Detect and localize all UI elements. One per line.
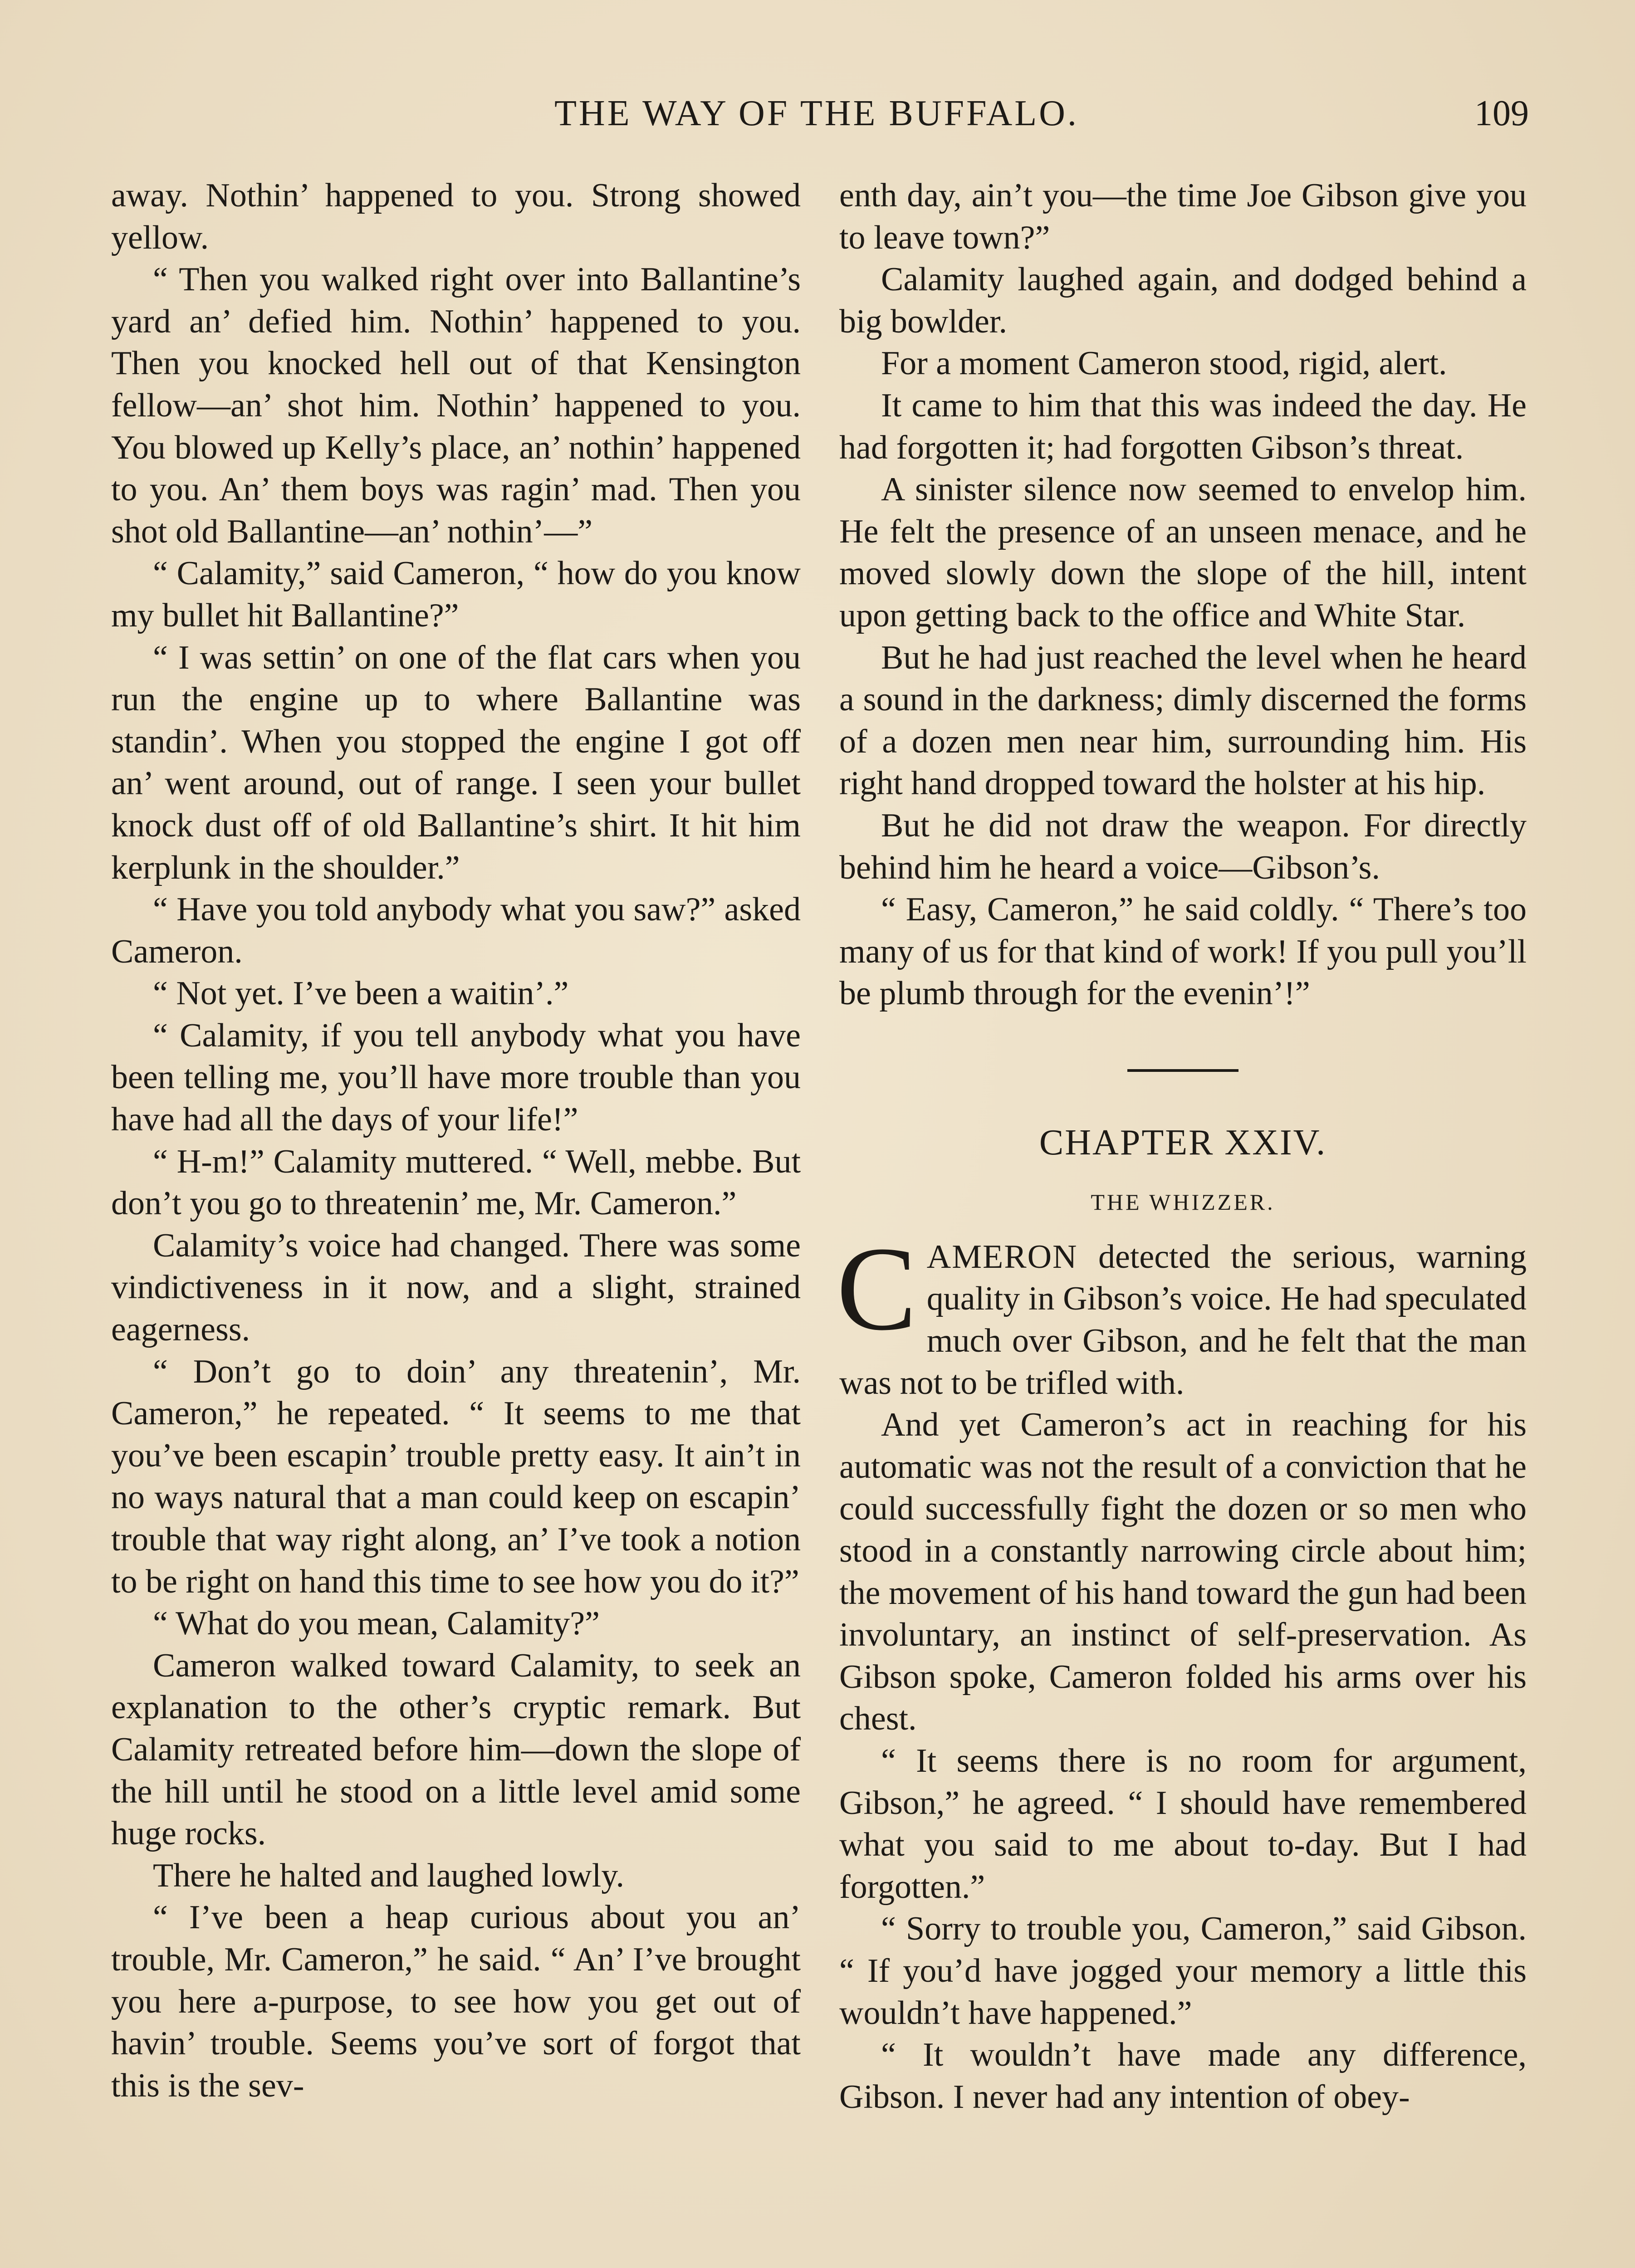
paragraph: A sinister silence now seemed to envelop him. He felt the presence of an unseen menace, and he moved slowly down the slope of the hill, intent upon getting back to the office and White Star. [839, 471, 1527, 634]
page-number: 109 [1474, 93, 1529, 133]
paragraph: away. Nothin’ happened to you. Strong showed yellow. [111, 177, 801, 256]
paragraph: Calamity laughed again, and dodged behind a big bowlder. [839, 261, 1527, 340]
paragraph: “ H-m!” Calamity muttered. “ Well, mebbe. But don’t you go to threatenin’ me, Mr. Cameron.” [111, 1143, 801, 1222]
drop-cap: C [837, 1222, 917, 1355]
paragraph: “ Easy, Cameron,” he said coldly. “ There’s too many of us for that kind of work! If you pull you’ll be plumb through for the evenin’!” [839, 891, 1527, 1012]
paragraph: “ It wouldn’t have made any difference, Gibson. I never had any intention of obey- [839, 2036, 1527, 2116]
paragraph: “ Calamity, if you tell anybody what you have been telling me, you’ll have more trouble than you have had all the days of your life!” [111, 1017, 801, 1139]
paragraph: enth day, ain’t you—the time Joe Gibson give you to leave town?” [839, 177, 1527, 256]
paragraph: Cameron walked toward Calamity, to seek an explanation to the other’s cryptic remark. But Calamity retreated before him—down the slope of the hill until he stood on a little level amid some huge rocks. [111, 1647, 801, 1853]
paragraph: “ Sorry to trouble you, Cameron,” said Gibson. “ If you’d have jogged your memory a little this wouldn’t have happened.” [839, 1910, 1527, 2032]
section-divider [1127, 1069, 1238, 1072]
paragraph: “ What do you mean, Calamity?” [153, 1605, 600, 1642]
left-column [111, 175, 801, 2107]
paragraph: It came to him that this was indeed the day. He had forgotten it; had forgotten Gibson’s threat. [839, 386, 1527, 466]
paragraph: And yet Cameron’s act in reaching for his automatic was not the result of a conviction that he could successfully fight the dozen or so men who stood in a constantly narrowing circle about him; the movement of his hand toward the gun had been involuntary, an instinct of self-preservation. As Gibson spoke, Cameron folded his arms over his chest. [839, 1406, 1527, 1738]
right-column [839, 175, 1527, 2118]
paragraph: “ I’ve been a heap curious about you an’ trouble, Mr. Cameron,” he said. “ An’ I’ve brought you here a-purpose, to see how you get out of havin’ trouble. Seems you’ve sort of forgot that this is the sev- [111, 1899, 801, 2104]
paragraph: “ Don’t go to doin’ any threatenin’, Mr. Cameron,” he repeated. “ It seems to me that you’ve been escapin’ trouble pretty easy. It ain’t in no ways natural that a man could keep on escapin’ trouble that way right along, an’ I’ve took a notion to be right on hand this time to see how you do it?” [111, 1353, 801, 1600]
chapter-heading: CHAPTER XXIV. [1039, 1122, 1327, 1163]
paragraph: For a moment Cameron stood, rigid, alert. [881, 345, 1447, 382]
paragraph: “ I was settin’ on one of the flat cars when you run the engine up to where Ballantine was standin’. When you stopped the engine I got off an’ went around, out of range. I seen your bullet knock dust off of old Ballantine’s shirt. It hit him kerplunk in the shoulder.” [111, 639, 801, 886]
opening-caps: AMERON [926, 1238, 1078, 1276]
paragraph: There he halted and laughed lowly. [153, 1857, 625, 1894]
paragraph: Calamity’s voice had changed. There was some vindictiveness in it now, and a slight, strained eagerness. [111, 1227, 801, 1349]
opening-text: detected the serious, warning quality in Gibson’s voice. He had speculated much over Gibson, and he felt that the man was not to be trifled with. [839, 1238, 1527, 1402]
chapter-opening-paragraph [837, 1222, 1527, 1404]
chapter-title: THE WHIZZER. [1091, 1189, 1275, 1215]
running-title: THE WAY OF THE BUFFALO. [554, 93, 1079, 133]
paragraph: But he did not draw the weapon. For directly behind him he heard a voice—Gibson’s. [839, 807, 1527, 886]
paragraph: But he had just reached the level when he heard a sound in the darkness; dimly discerned the forms of a dozen men near him, surrounding him. His right hand dropped toward the holster at his hip. [839, 639, 1527, 802]
paragraph: “ Then you walked right over into Ballantine’s yard an’ defied him. Nothin’ happened to you. Then you knocked hell out of that Kensington fellow—an’ shot him. Nothin’ happened to you. You blowed up Kelly’s place, an’ nothin’ happened to you. An’ them boys was ragin’ mad. Then you shot old Ballantine—an’ nothin’—” [111, 261, 801, 550]
paragraph: “ Have you told anybody what you saw?” asked Cameron. [111, 891, 801, 970]
paragraph: “ Not yet. I’ve been a waitin’.” [153, 975, 569, 1012]
paragraph: “ It seems there is no room for argument, Gibson,” he agreed. “ I should have remembered what you said to me about to-day. But I had forgotten.” [839, 1742, 1527, 1906]
paragraph: “ Calamity,” said Cameron, “ how do you know my bullet hit Ballantine?” [111, 555, 801, 634]
